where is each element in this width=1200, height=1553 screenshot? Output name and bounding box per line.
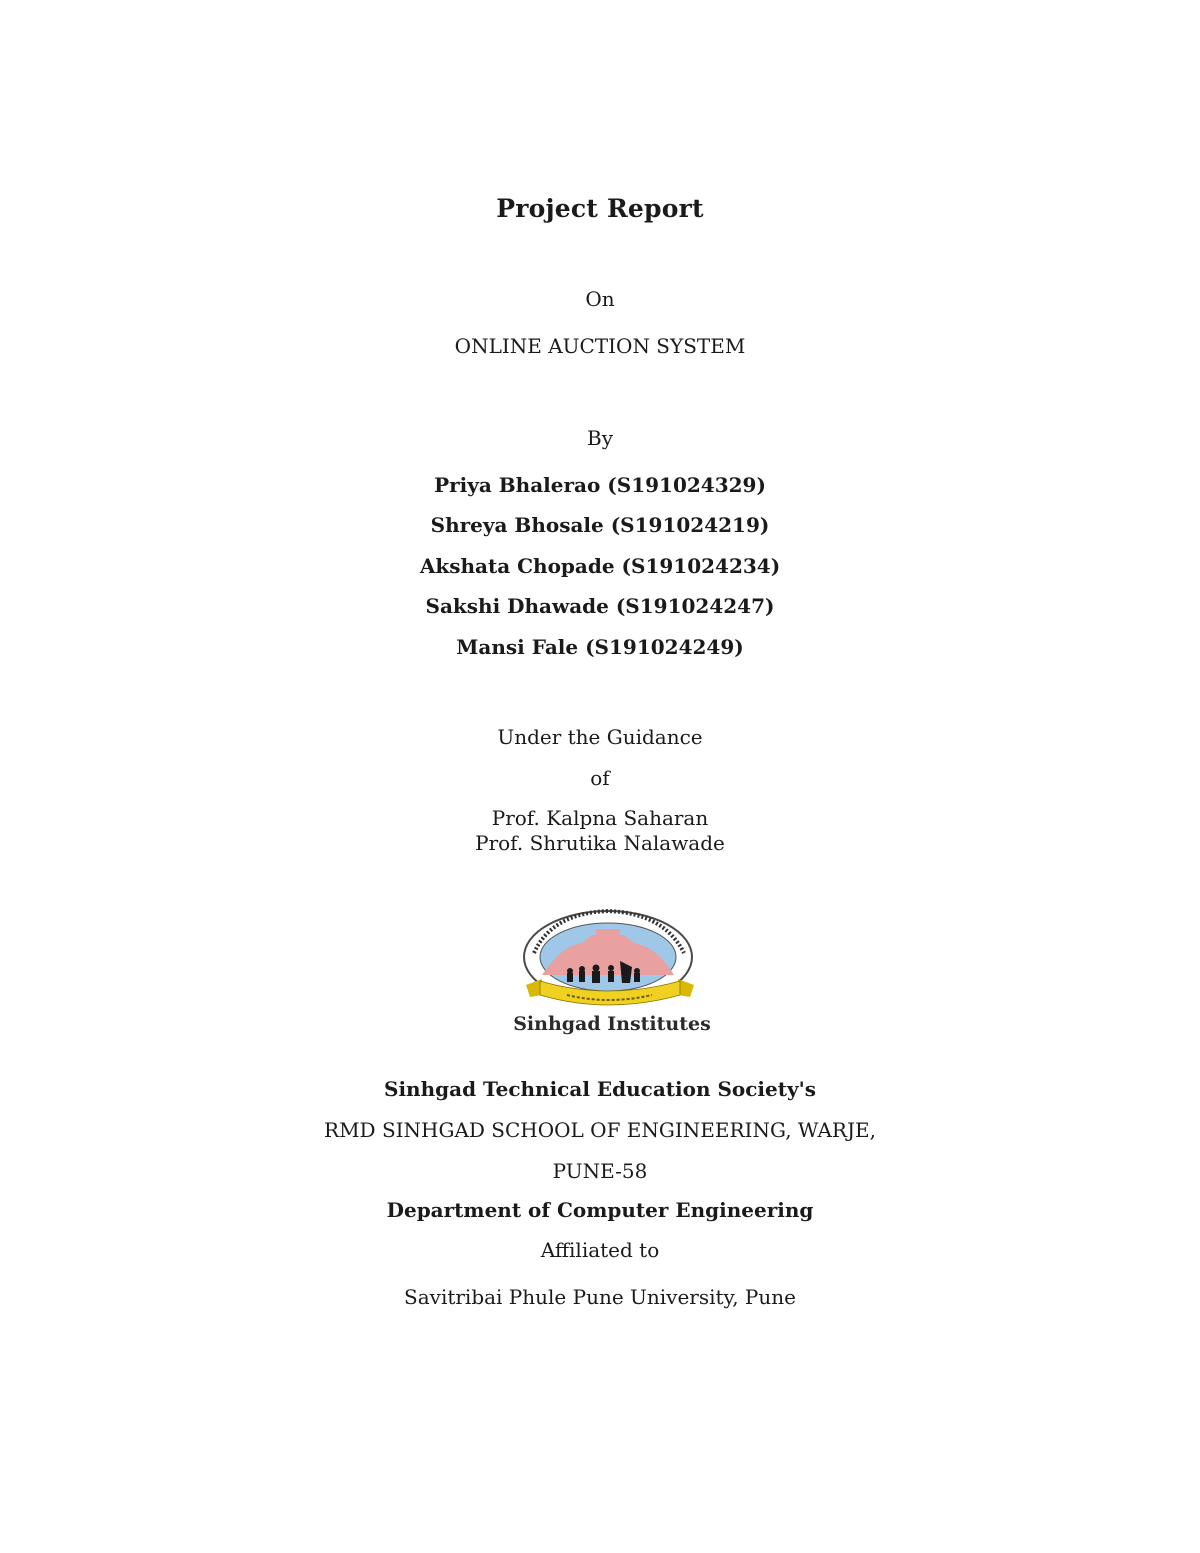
guide-name: Prof. Shrutika Nalawade bbox=[475, 831, 725, 855]
report-title: Project Report bbox=[496, 194, 704, 223]
author-name: Mansi Fale (S191024249) bbox=[456, 635, 744, 659]
college-city: PUNE-58 bbox=[552, 1159, 648, 1183]
project-name: ONLINE AUCTION SYSTEM bbox=[454, 334, 746, 358]
guide-name: Prof. Kalpna Saharan bbox=[491, 806, 709, 830]
author-name: Akshata Chopade (S191024234) bbox=[419, 554, 781, 578]
author-name: Priya Bhalerao (S191024329) bbox=[434, 473, 766, 497]
sinhgad-seal-icon bbox=[512, 905, 712, 1015]
author-name: Shreya Bhosale (S191024219) bbox=[430, 513, 770, 537]
department-name: Department of Computer Engineering bbox=[386, 1198, 814, 1222]
university-name: Savitribai Phule Pune University, Pune bbox=[404, 1285, 796, 1309]
guidance-of-label: of bbox=[590, 766, 610, 790]
college-name: RMD SINHGAD SCHOOL OF ENGINEERING, WARJE, bbox=[324, 1118, 876, 1142]
on-label: On bbox=[585, 287, 615, 311]
affiliated-label: Affiliated to bbox=[540, 1238, 660, 1262]
institute-logo bbox=[512, 905, 712, 1045]
guidance-label: Under the Guidance bbox=[497, 725, 703, 749]
society-name: Sinhgad Technical Education Society's bbox=[384, 1077, 816, 1101]
logo-caption: Sinhgad Institutes bbox=[513, 1013, 711, 1035]
by-label: By bbox=[587, 426, 613, 450]
author-name: Sakshi Dhawade (S191024247) bbox=[425, 594, 775, 618]
